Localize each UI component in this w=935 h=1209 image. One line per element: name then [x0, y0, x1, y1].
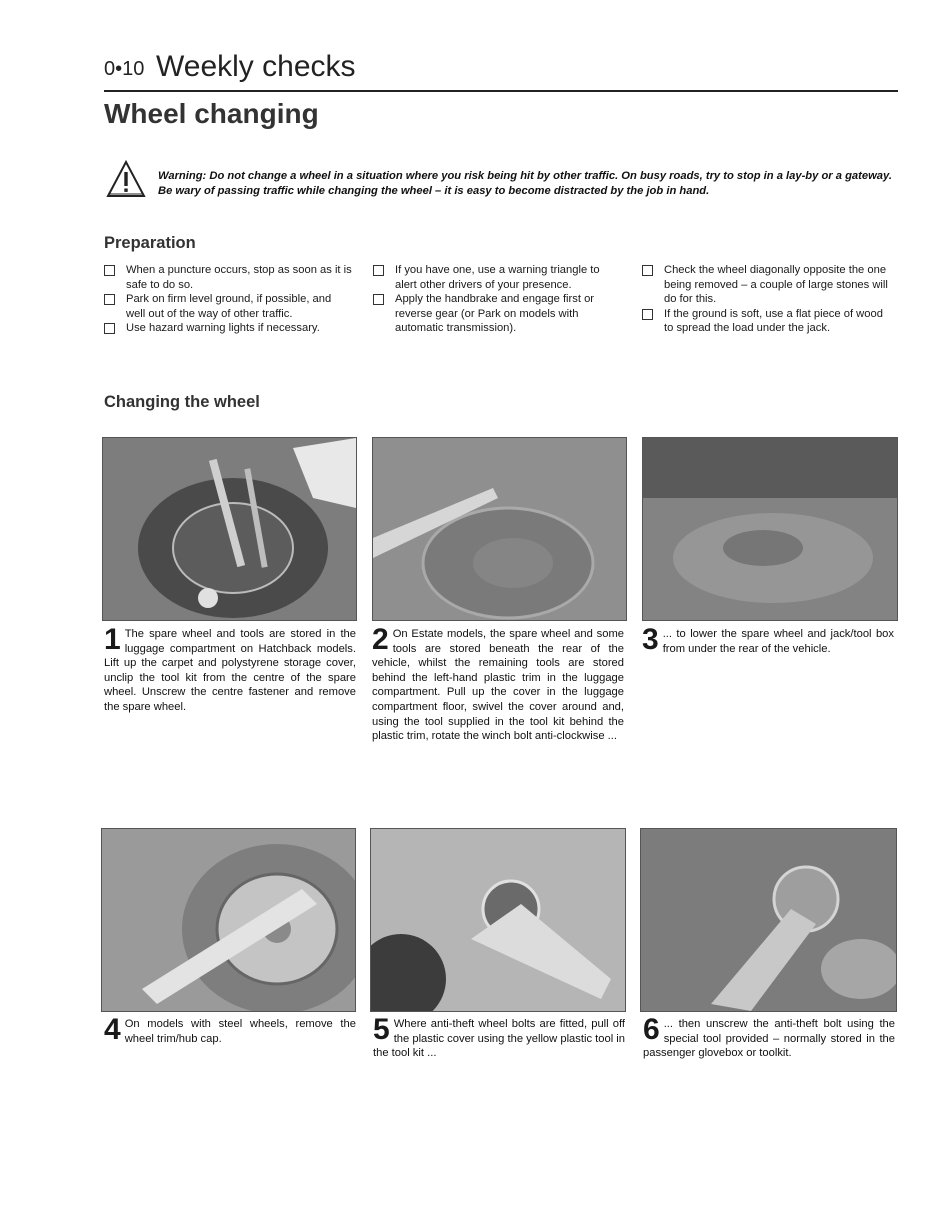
photo-step-6	[640, 828, 897, 1012]
preparation-column-2	[373, 263, 621, 336]
step-number: 5	[373, 1013, 390, 1046]
checklist-item: If the ground is soft, use a flat piece of wood to spread the load under the jack.	[642, 307, 890, 336]
checklist-item: Check the wheel diagonally opposite the one being removed – a couple of large stones will do for this.	[642, 263, 890, 307]
checklist-item: Use hazard warning lights if necessary.	[104, 321, 352, 336]
caption-step-4: 4 On models with steel wheels, remove the wheel trim/hub cap.	[104, 1013, 356, 1046]
step-number: 2	[372, 623, 389, 656]
photo-step-3	[642, 437, 898, 621]
checkbox-icon	[104, 294, 115, 305]
checkbox-icon	[642, 265, 653, 276]
step-number: 6	[643, 1013, 660, 1046]
caption-step-1: 1 The spare wheel and tools are stored in the luggage compartment on Hatchback models. Lift up the carpet and polystyrene storage cover, unclip the tool kit from the centre of the spare wheel. Unscrew the centre fastener and remove the spare wheel.	[104, 623, 356, 713]
photo-step-2	[372, 437, 627, 621]
changing-heading: Changing the wheel	[104, 393, 260, 411]
photo-step-4	[101, 828, 356, 1012]
checkbox-icon	[373, 294, 384, 305]
step-number: 1	[104, 623, 121, 656]
checklist-item: When a puncture occurs, stop as soon as it is safe to do so.	[104, 263, 352, 292]
checklist-item: Apply the handbrake and engage first or reverse gear (or Park on models with automatic transmission).	[373, 292, 621, 336]
preparation-column-1	[104, 263, 352, 336]
chapter-title: Weekly checks	[156, 50, 356, 83]
caption-step-3: 3 ... to lower the spare wheel and jack/tool box from under the rear of the vehicle.	[642, 623, 894, 656]
caption-step-6: 6 ... then unscrew the anti-theft bolt using the special tool provided – normally stored in the passenger glovebox or toolkit.	[643, 1013, 895, 1060]
checklist-item: Park on firm level ground, if possible, and well out of the way of other traffic.	[104, 292, 352, 321]
page-number: 0•10	[104, 58, 145, 80]
caption-step-2: 2 On Estate models, the spare wheel and some tools are stored beneath the rear of the vehicle, whilst the remaining tools are stored behind the left-hand plastic trim in the luggage compartment. Pull up the cover in the luggage compartment floor, swivel the cover around and, using the tool supplied in the tool kit behind the plastic trim, rotate the winch bolt anti-clockwise ...	[372, 623, 624, 743]
checkbox-icon	[104, 265, 115, 276]
step-number: 4	[104, 1013, 121, 1046]
checkbox-icon	[642, 309, 653, 320]
section-title: Wheel changing	[104, 98, 319, 129]
preparation-column-3	[642, 263, 890, 336]
warning-text: Warning: Do not change a wheel in a situation where you risk being hit by other traffic. On busy roads, try to stop in a lay-by or a gateway. Be wary of passing traffic while changing the wheel – it is easy to become distracted by the job in hand.	[158, 170, 892, 197]
checklist-item: If you have one, use a warning triangle to alert other drivers of your presence.	[373, 263, 621, 292]
photo-step-5	[370, 828, 626, 1012]
warning-triangle-icon	[106, 160, 146, 198]
header-rule	[104, 90, 898, 92]
photo-step-1	[102, 437, 357, 621]
checkbox-icon	[373, 265, 384, 276]
step-number: 3	[642, 623, 659, 656]
preparation-heading: Preparation	[104, 234, 196, 252]
caption-step-5: 5 Where anti-theft wheel bolts are fitted, pull off the plastic cover using the yellow plastic tool in the tool kit ...	[373, 1013, 626, 1060]
checkbox-icon	[104, 323, 115, 334]
